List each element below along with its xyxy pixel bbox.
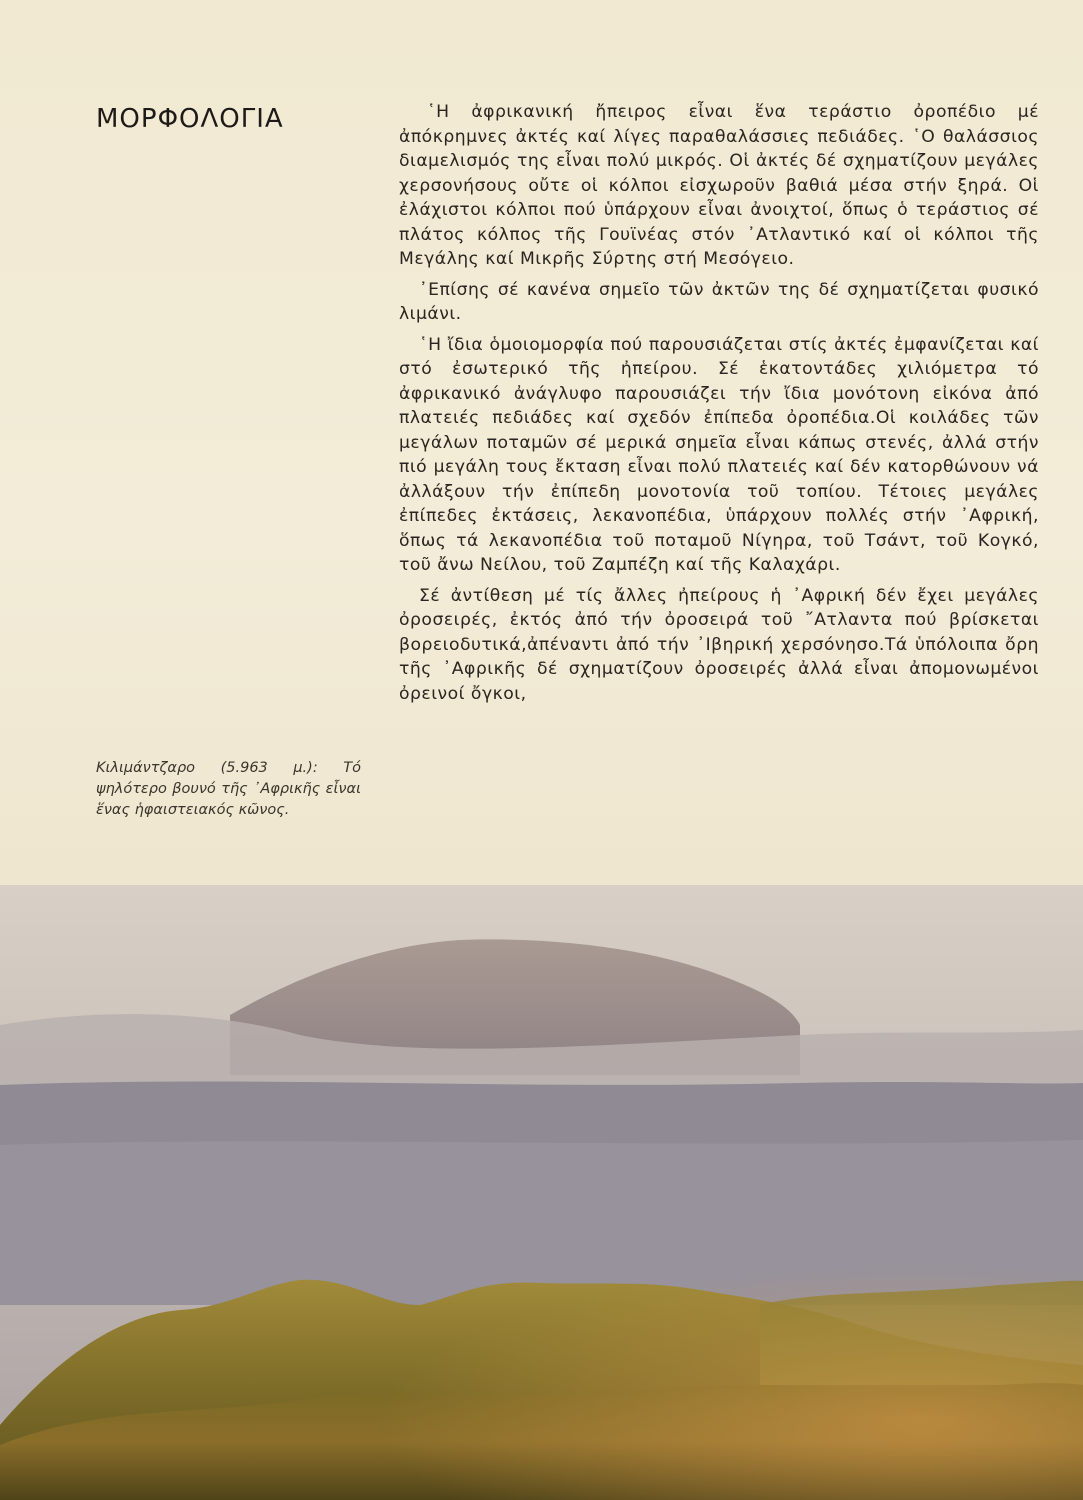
paragraph: ῾Η ἀφρικανική ἤπειρος εἶναι ἕνα τεράστιο ὀροπέδιο μέ ἀπόκρημνες ἀκτές καί λίγες παραθαλάσσιες πεδιάδες. ῾Ο θαλάσσιος διαμελισμός της εἶναι πολύ μικρός. Οἱ ἀκτές δέ σχηματίζουν μεγάλες χερσονήσους οὔτε οἱ κόλποι εἰσχωροῦν βαθιά μέσα στήν ξηρά. Οἱ ἐλάχιστοι κόλποι πού ὑπάρχουν εἶναι ἀνοιχτοί, ὅπως ὁ τεράστιος σέ πλάτος κόλπος τῆς Γουϊνέας στόν ᾿Ατλαντικό καί οἱ κόλποι τῆς Μεγάλης καί Μικρῆς Σύρτης στή Μεσόγειο. bbox=[399, 102, 1039, 269]
article-body bbox=[399, 100, 1039, 712]
warm-light bbox=[0, 1185, 1083, 1500]
paragraph: ᾿Επίσης σέ κανένα σημεῖο τῶν ἀκτῶν της δέ σχηματίζεται φυσικό λιμάνι. bbox=[399, 279, 1039, 324]
kilimanjaro-photo bbox=[0, 885, 1083, 1500]
paragraph: ῾Η ἴδια ὁμοιομορφία πού παρουσιάζεται στίς ἀκτές ἐμφανίζεται καί στό ἐσωτερικό τῆς ἠπείρου. Σέ ἑκατοντάδες χιλιόμετρα τό ἀφρικανικό ἀνάγλυφο παρουσιάζει τήν ἴδια μονότονη εἰκόνα ἀπό πλατειές πεδιάδες καί σχεδόν ἐπίπεδα ὀροπέδια.Οἱ κοιλάδες τῶν μεγάλων ποταμῶν σέ μερικά σημεῖα εἶναι κάπως στενές, ἀλλά στήν πιό μεγάλη τους ἔκταση εἶναι πολύ πλατειές καί δέν κατορθώνουν νά ἀλλάξουν τήν ἐπίπεδη μονοτονία τοῦ τοπίου. Τέτοιες μεγάλες ἐπίπεδες ἐκτάσεις, λεκανοπέδια, ὑπάρχουν πολλές στήν ᾿Αφρική, ὅπως τά λεκανοπέδια τοῦ ποταμοῦ Νίγηρα, τοῦ Τσάντ, τοῦ Κογκό, τοῦ ἄνω Νείλου, τοῦ Ζαμπέζη καί τῆς Καλαχάρι. bbox=[399, 334, 1039, 575]
landscape-illustration bbox=[0, 885, 1083, 1500]
photo-caption: Κιλιμάντζαρο (5.963 μ.): Τό ψηλότερο βουνό τῆς ᾿Αφρικῆς εἶναι ἕνας ἡφαιστειακός κῶνος. bbox=[96, 760, 361, 818]
section-heading: ΜΟΡΦΟΛΟΓΙΑ bbox=[96, 104, 284, 134]
paragraph: Σέ ἀντίθεση μέ τίς ἄλλες ἠπείρους ἡ ᾿Αφρική δέν ἔχει μεγάλες ὀροσειρές, ἐκτός ἀπό τήν ὀροσειρά τοῦ ῎Ατλαντα πού βρίσκεται βορειοδυτικά,ἀπέναντι ἀπό τήν ᾿Ιβηρική χερσόνησο.Τά ὑπόλοιπα ὄρη τῆς ᾿Αφρικῆς δέ σχηματίζουν ὀροσειρές ἀλλά εἶναι ἀπομονωμένοι ὀρεινοί ὄγκοι, bbox=[399, 585, 1039, 704]
